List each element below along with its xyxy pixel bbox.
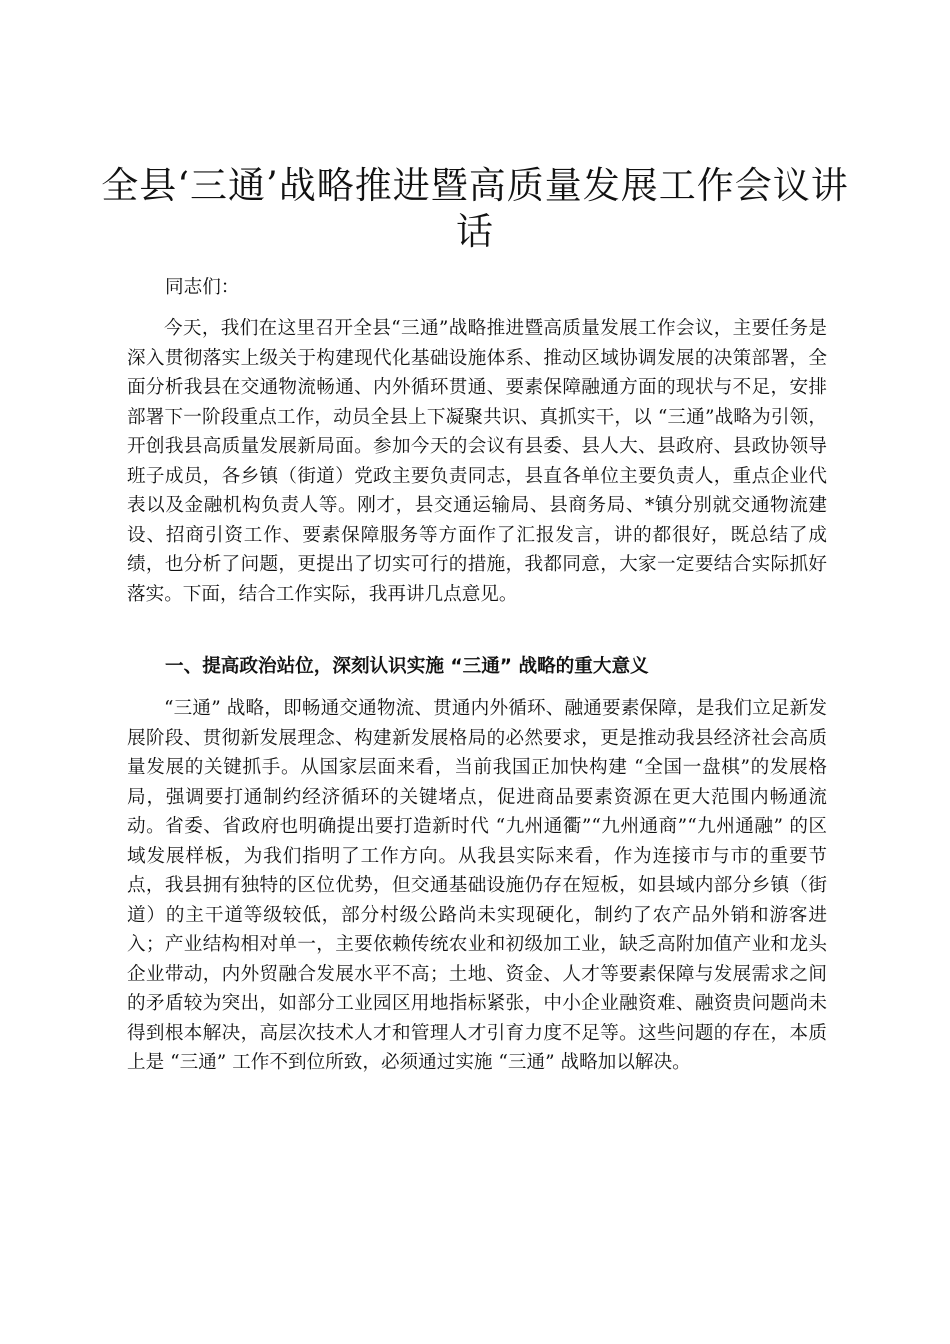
salutation: 同志们： — [165, 277, 240, 298]
section-heading: 一、提高政治站位，深刻认识实施 “三通” 战略的重大意义 — [165, 656, 649, 677]
document-title: 全县‘三通’战略推进暨高质量发展工作会议讲话 — [101, 164, 849, 253]
section-paragraph: “三通” 战略，即畅通交通物流、贯通内外循环、融通要素保障，是我们立足新发展阶段、贯彻新发展理念、构建新发展格局的必然要求，更是推动我县经济社会高质量发展的关键抓手。从国家层面来看，当前我国正加快构建 “全国一盘棋”的发展格局，强调要打通制约经济循环的关键堵点，促进商品要素资源在更大范围内畅通流动。省委、省政府也明确提出要打造新时代 “九州通衢”“九州通商”“九州通融” 的区域发展样板，为我们指明了工作方向。从我县实际来看，作为连接市与市的重要节点，我县拥有独特的区位优势，但交通基础设施仍存在短板，如县域内部分乡镇（街道）的主干道等级较低，部分村级公路尚未实现硬化，制约了农产品外销和游客进入；产业结构相对单一，主要依赖传统农业和初级加工业，缺乏高附加值产业和龙头企业带动，内外贸融合发展水平不高；土地、资金、人才等要素保障与发展需求之间的矛盾较为突出，如部分工业园区用地指标紧张，中小企业融资难、融资贵问题尚未得到根本解决，高层次技术人才和管理人才引育力度不足等。这些问题的存在，本质上是 “三通” 工作不到位所致，必须通过实施 “三通” 战略加以解决。 — [127, 698, 827, 1073]
intro-paragraph: 今天，我们在这里召开全县“三通”战略推进暨高质量发展工作会议，主要任务是深入贯彻落实上级关于构建现代化基础设施体系、推动区域协调发展的决策部署，全面分析我县在交通物流畅通、内外循环贯通、要素保障融通方面的现状与不足，安排部署下一阶段重点工作，动员全县上下凝聚共识、真抓实干，以 “三通”战略为引领，开创我县高质量发展新局面。参加今天的会议有县委、县人大、县政府、县政协领导班子成员，各乡镇（街道）党政主要负责同志，县直各单位主要负责人，重点企业代表以及金融机构负责人等。刚才，县交通运输局、县商务局、*镇分别就交通物流建设、招商引资工作、要素保障服务等方面作了汇报发言，讲的都很好，既总结了成绩，也分析了问题，更提出了切实可行的措施，我都同意，大家一定要结合实际抓好落实。下面，结合工作实际，我再讲几点意见。 — [127, 318, 827, 605]
